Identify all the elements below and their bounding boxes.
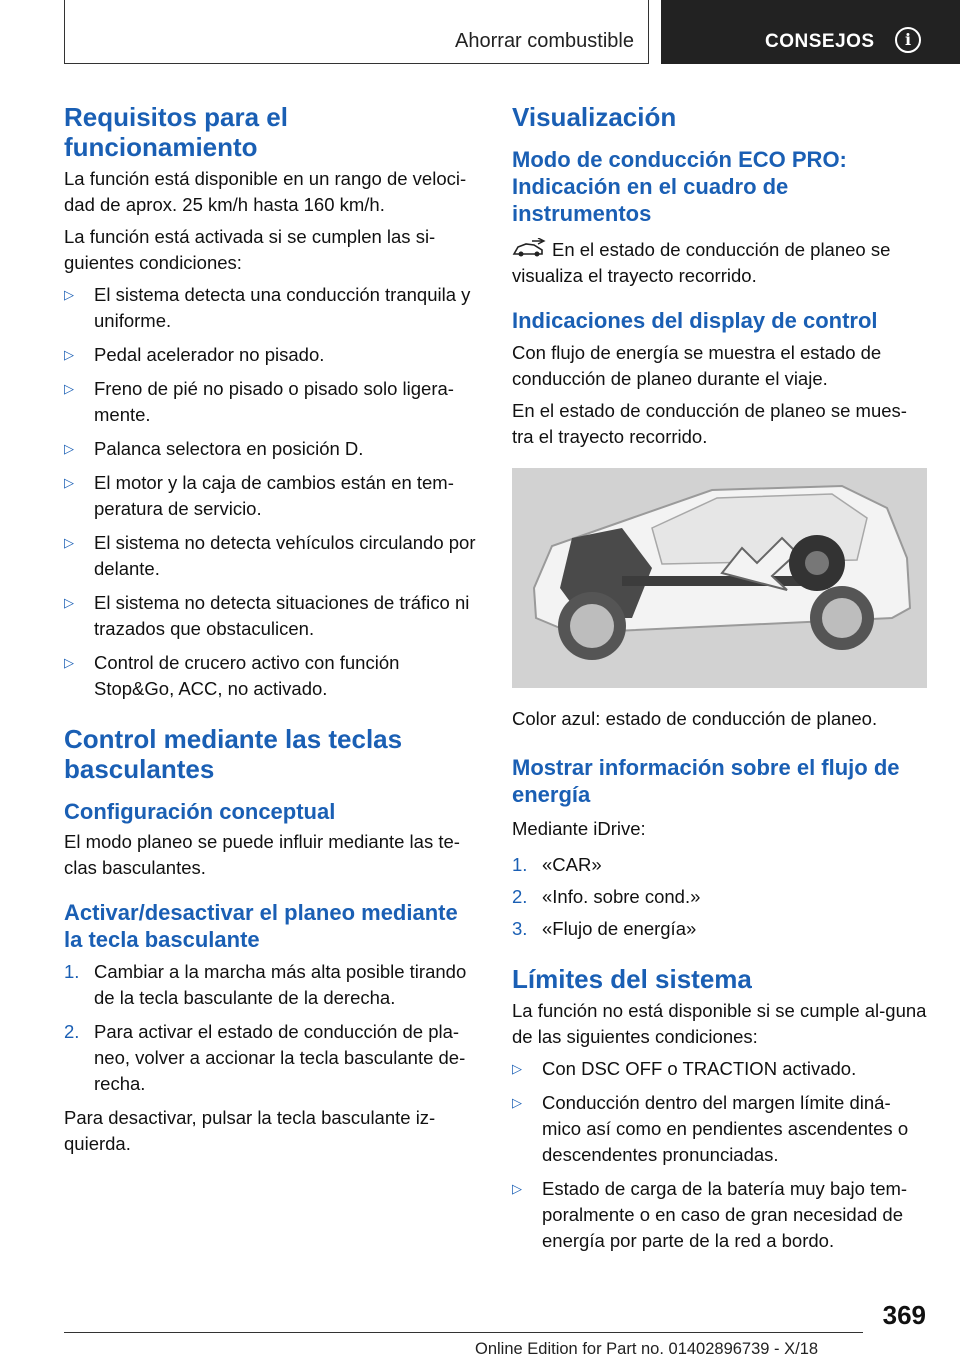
paragraph: El modo planeo se puede influir mediante las te-clas basculantes. [64, 831, 460, 878]
list-item: ▷ El sistema detecta una conducción tranquila y uniforme. [64, 284, 471, 331]
heading-limits: Límites del sistema [512, 964, 752, 994]
list-item: ▷ El motor y la caja de cambios están en tem-peratura de servicio. [64, 472, 454, 519]
list-item: ▷ Pedal acelerador no pisado. [64, 342, 479, 368]
car-drivetrain-illustration [512, 468, 927, 688]
paragraph: Con flujo de energía se muestra el estado de conducción de planeo durante el viaje. [512, 342, 882, 389]
footer-divider [64, 1332, 863, 1333]
paragraph: La función está activada si se cumplen las si-guientes condiciones: [64, 226, 436, 273]
header-section-box [64, 0, 649, 64]
heading-visualization: Visualización [512, 102, 677, 132]
list-item: ▷ El sistema no detecta vehículos circulando por delante. [64, 532, 476, 579]
list-item: 3. «Flujo de energía» [512, 918, 697, 939]
heading-show-info: Mostrar información sobre el flujo de energía [512, 755, 900, 807]
bullet-triangle-icon: ▷ [512, 1061, 522, 1076]
list-item: 2. Para activar el estado de conducción de pla-neo, volver a accionar la tecla basculante de-recha. [64, 1021, 466, 1094]
bullet-triangle-icon: ▷ [64, 655, 74, 670]
bullet-list [64, 282, 479, 702]
numbered-list [64, 959, 479, 1097]
paragraph: En el estado de conducción de planeo se visualiza el trayecto recorrido. [512, 239, 891, 286]
page-number: 369 [882, 1300, 926, 1330]
bullet-triangle-icon: ▷ [64, 287, 74, 302]
list-item: ▷ Estado de carga de la batería muy bajo tem-poralmente o en caso de gran necesidad de energía por parte de la red a bordo. [512, 1178, 908, 1251]
list-item: 1. «CAR» [512, 854, 602, 875]
heading-config: Configuración conceptual [64, 799, 336, 824]
bullet-triangle-icon: ▷ [64, 595, 74, 610]
image-caption: Color azul: estado de conducción de planeo. [512, 708, 878, 729]
bullet-triangle-icon: ▷ [64, 475, 74, 490]
heading-activate: Activar/desactivar el planeo mediante la tecla basculante [64, 900, 458, 952]
numbered-list [512, 852, 927, 942]
paragraph: Mediante iDrive: [512, 818, 646, 839]
bullet-list [512, 1056, 927, 1254]
heading-requirements: Requisitos para el funcionamiento [64, 102, 288, 162]
header-chapter-title: CONSEJOS [765, 31, 875, 52]
header-chapter-box [661, 0, 960, 64]
paragraph: Para desactivar, pulsar la tecla basculante iz-quierda. [64, 1107, 436, 1154]
paragraph: En el estado de conducción de planeo se mues-tra el trayecto recorrido. [512, 400, 907, 447]
bullet-triangle-icon: ▷ [64, 535, 74, 550]
bullet-triangle-icon: ▷ [512, 1095, 522, 1110]
heading-eco-pro: Modo de conducción ECO PRO: Indicación en el cuadro de instrumentos [512, 147, 847, 226]
heading-display: Indicaciones del display de control [512, 308, 878, 333]
list-item: ▷ Con DSC OFF o TRACTION activado. [512, 1056, 927, 1082]
info-icon: i [895, 27, 921, 53]
list-item: ▷ Control de crucero activo con función Stop&Go, ACC, no activado. [64, 652, 400, 699]
bullet-triangle-icon: ▷ [512, 1181, 522, 1196]
list-item: 2. «Info. sobre cond.» [512, 886, 701, 907]
bullet-triangle-icon: ▷ [64, 441, 74, 456]
list-item: 1. Cambiar a la marcha más alta posible tirando de la tecla basculante de la derecha. [64, 961, 467, 1008]
heading-control: Control mediante las teclas basculantes [64, 724, 403, 784]
paragraph: La función no está disponible si se cumple al-guna de las siguientes condiciones: [512, 1000, 927, 1047]
list-item: ▷ El sistema no detecta situaciones de tráfico ni trazados que obstaculicen. [64, 592, 470, 639]
header-section-title: Ahorrar combustible [455, 30, 634, 52]
list-item: ▷ Palanca selectora en posición D. [64, 436, 479, 462]
bullet-triangle-icon: ▷ [64, 347, 74, 362]
car-energy-flow-image [512, 468, 927, 688]
footer-edition: Online Edition for Part no. 01402896739 - X/18 [475, 1340, 819, 1358]
left-column [64, 102, 479, 1157]
list-item: ▷ Conducción dentro del margen límite diná-mico así como en pendientes ascendentes o descendentes pronunciadas. [512, 1092, 909, 1165]
list-item: ▷ Freno de pié no pisado o pisado solo ligera-mente. [64, 378, 454, 425]
coasting-car-icon [512, 238, 546, 258]
bullet-triangle-icon: ▷ [64, 381, 74, 396]
paragraph: La función está disponible en un rango de veloci-dad de aprox. 25 km/h hasta 160 km/h. [64, 168, 467, 215]
right-column [512, 102, 927, 1254]
